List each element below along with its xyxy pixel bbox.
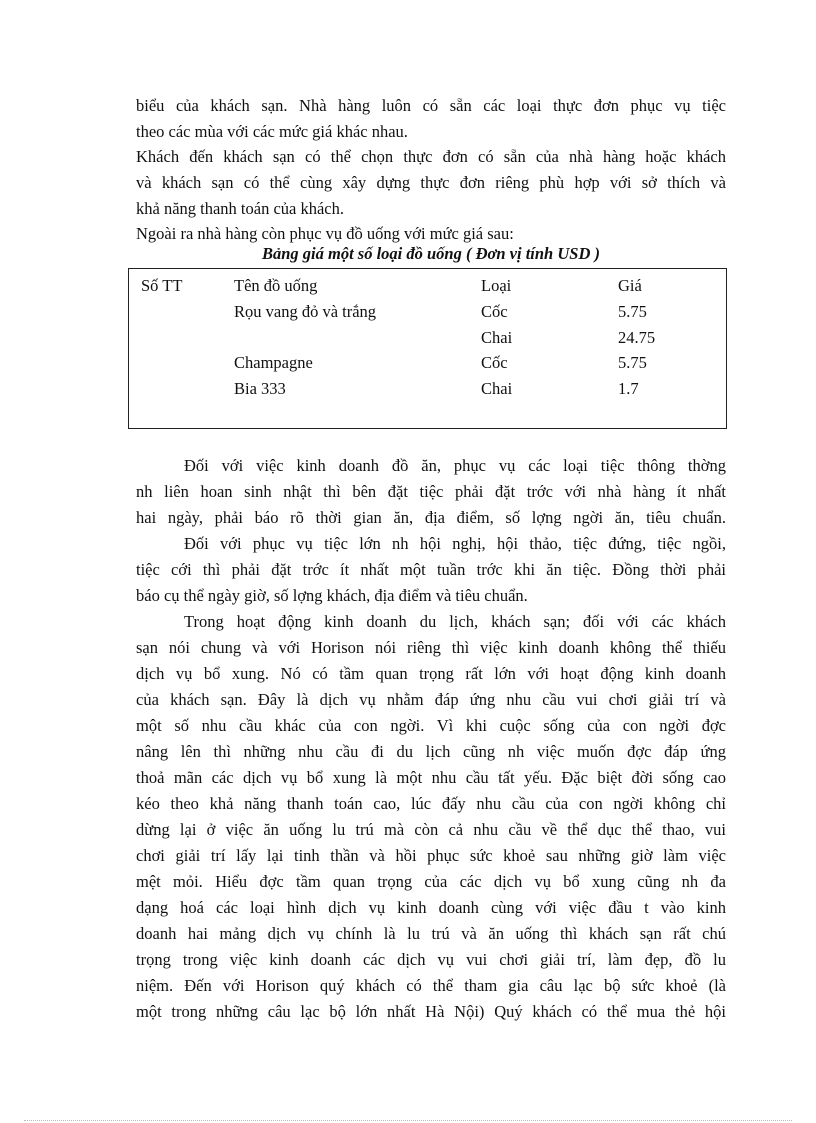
table-cell-price: 5.75 (618, 302, 647, 321)
intro-paragraphs (136, 93, 726, 247)
body-line-3: hai ngày, phải báo rõ thời gian ăn, địa điểm, số lợng ngời ăn, tiêu chuẩn. (136, 508, 726, 527)
body-line-10: của khách sạn. Đây là dịch vụ nhằm đáp ứng nhu cầu vui chơi giải trí và (136, 690, 726, 709)
table-header-price: Giá (618, 276, 642, 295)
table-cell-price: 5.75 (618, 353, 647, 372)
body-line-5: tiệc cới thì phải đặt trớc ít nhất một tuần trớc khi ăn tiệc. Đồng thời phải (136, 560, 726, 579)
price-table (128, 268, 727, 429)
body-line-14: kéo theo khả năng thanh toán cao, lúc đấy nhu cầu của con ngời không chỉ (136, 794, 726, 813)
body-line-18: dạng hoá các loại hình dịch vụ kinh doanh cùng với việc đầu t vào kinh (136, 898, 726, 917)
body-line-2: nh liên hoan sinh nhật thì bên đặt tiệc phải đặt trớc với nhà hàng ít nhất (136, 482, 726, 501)
body-line-19: doanh hai mảng dịch vụ chính là lu trú và ăn uống thì khách sạn rất chú (136, 924, 726, 943)
table-cell-type: Chai (481, 379, 513, 398)
intro-line-5: khả năng thanh toán của khách. (136, 198, 345, 218)
table-cell-type: Cốc (481, 302, 508, 321)
body-line-22: một trong những câu lạc bộ lớn nhất Hà Nội) Quý khách có thể mua thẻ hội (136, 1002, 726, 1021)
intro-line-2: theo các mùa với các mức giá khác nhau. (136, 121, 408, 141)
body-line-13: thoả mãn các dịch vụ bổ xung là một nhu cầu tất yếu. Đặc biệt đời sống cao (136, 768, 726, 787)
table-header-type: Loại (481, 276, 512, 295)
intro-line-3: Khách đến khách sạn có thể chọn thực đơn có sẵn của nhà hàng hoặc khách (136, 147, 726, 167)
table-cell-name: Rọu vang đỏ và trắng (234, 302, 377, 321)
body-line-11: một số nhu cầu khác của con ngời. Vì khi cuộc sống của con ngời đợc (136, 716, 726, 735)
body-line-17: mệt mỏi. Hiểu đợc tầm quan trọng của các dịch vụ bổ xung cũng nh đa (136, 872, 726, 891)
body-line-21: niệm. Đến với Horison quý khách có thể tham gia câu lạc bộ sức khoẻ (là (136, 976, 726, 995)
intro-line-1: biểu của khách sạn. Nhà hàng luôn có sẵn các loại thực đơn phục vụ tiệc (136, 96, 726, 115)
table-cell-type: Cốc (481, 353, 508, 372)
body-line-20: trọng trong việc kinh doanh các dịch vụ vui chơi giải trí, làm đẹp, đồ lu (136, 950, 726, 969)
body-line-9: dịch vụ bổ xung. Nó có tầm quan trọng rất lớn với hoạt động kinh doanh (136, 664, 726, 683)
table-header-no: Số TT (141, 276, 183, 295)
body-line-7: Trong hoạt động kinh doanh du lịch, khách sạn; đối với các khách (184, 612, 726, 631)
body-line-1: Đối với việc kinh doanh đồ ăn, phục vụ các loại tiệc thông thờng (184, 456, 726, 475)
table-cell-price: 1.7 (618, 379, 639, 398)
body-line-15: dừng lại ở việc ăn uống lu trú mà còn cả nhu cầu về thể dục thể thao, vui (136, 820, 726, 839)
body-line-4: Đối với phục vụ tiệc lớn nh hội nghị, hội thảo, tiệc đứng, tiệc ngồi, (184, 534, 726, 553)
intro-line-4: và khách sạn có thể cùng xây dựng thực đơn riêng phù hợp với sở thích và (136, 173, 726, 193)
table-title: Bảng giá một số loại đồ uống ( Đơn vị tính USD ) (261, 244, 600, 263)
page-bottom-divider (24, 1120, 792, 1121)
body-line-6: báo cụ thể ngày giờ, số lợng khách, địa điểm và tiêu chuẩn. (136, 586, 528, 605)
table-header-name: Tên đồ uống (234, 276, 318, 295)
body-line-16: chơi giải trí lấy lại tinh thần và hồi phục sức khoẻ sau những giờ làm việc (136, 846, 726, 865)
table-cell-price: 24.75 (618, 328, 656, 347)
body-paragraphs (136, 453, 726, 1025)
intro-line-6: Ngoài ra nhà hàng còn phục vụ đồ uống với mức giá sau: (136, 224, 514, 244)
table-cell-type: Chai (481, 328, 513, 347)
body-line-8: sạn nói chung và với Horison nói riêng thì việc kinh doanh không thể thiếu (136, 638, 726, 657)
body-line-12: nâng lên thì những nhu cầu đi du lịch cũng nh việc muốn đợc đáp ứng (136, 742, 726, 761)
table-cell-name: Bia 333 (234, 379, 286, 398)
table-cell-name: Champagne (234, 353, 313, 372)
